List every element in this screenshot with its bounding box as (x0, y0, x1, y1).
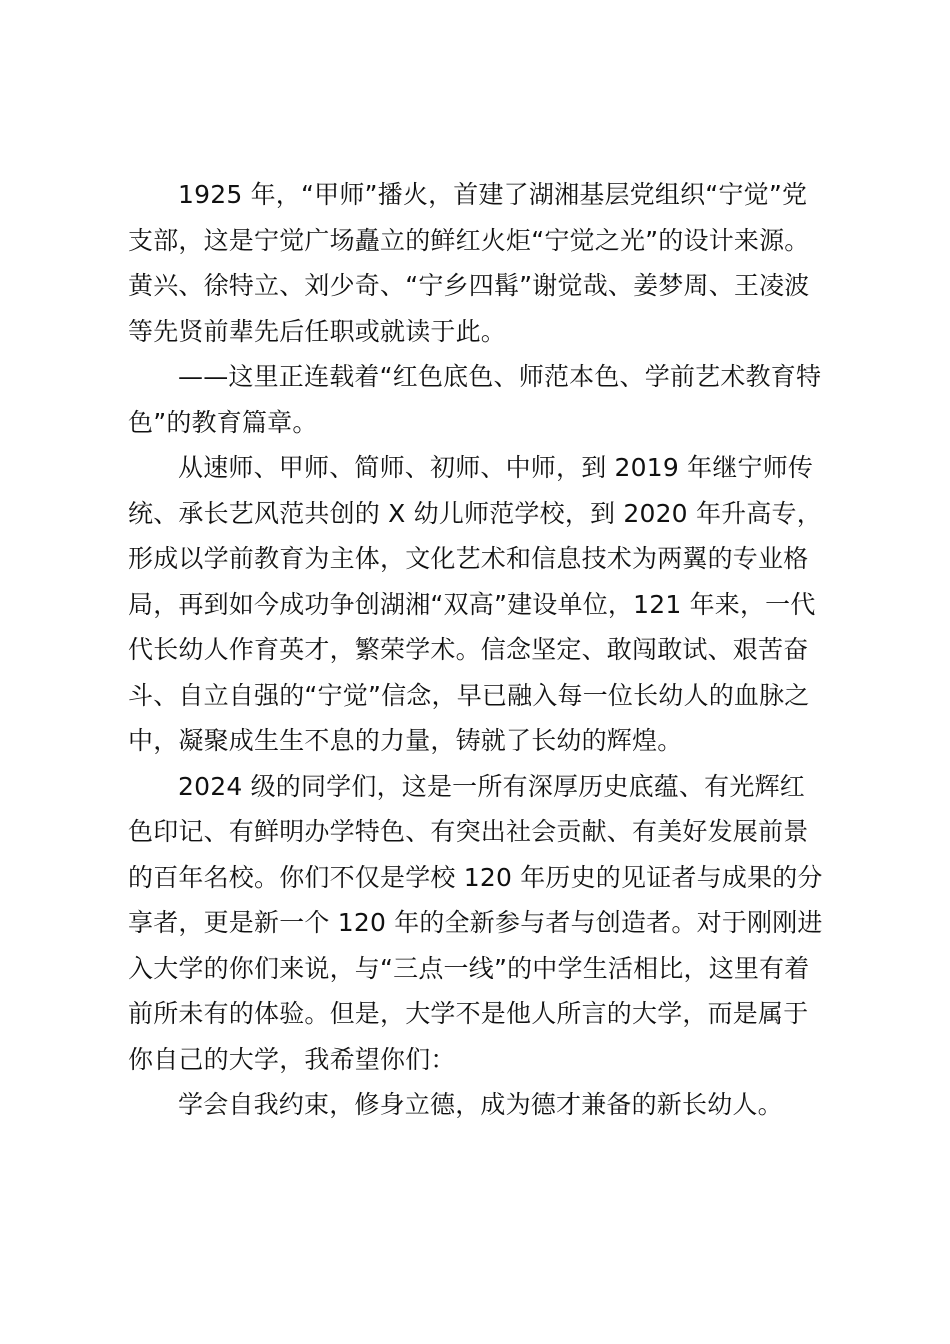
text-line: 形成以学前教育为主体，文化艺术和信息技术为两翼的专业格 (128, 544, 809, 573)
text-line: 2024 级的同学们，这是一所有深厚历史底蕴、有光辉红 (178, 771, 805, 801)
text-line: 你自己的大学，我希望你们： (128, 1044, 456, 1074)
text-line: 斗、自立自强的“宁觉”信念，早已融入每一位长幼人的血脉之 (128, 680, 810, 710)
text-line: 享者，更是新一个 120 年的全新参与者与创造者。对于刚刚进 (128, 908, 823, 937)
text-line: 等先贤前辈先后任职或就读于此。 (128, 316, 507, 346)
text-line: 中，凝聚成生生不息的力量，铸就了长幼的辉煌。 (128, 726, 683, 755)
text-line: ——这里正连载着“红色底色、师范本色、学前艺术教育特 (178, 362, 822, 391)
text-line: 统、承长艺风范共创的 X 幼儿师范学校，到 2020 年升高专， (128, 498, 822, 528)
text-line: 从速师、甲师、简师、初师、中师，到 2019 年继宁师传 (178, 453, 814, 482)
text-line: 代长幼人作育英才，繁荣学术。信念坚定、敢闯敢试、艰苦奋 (128, 635, 809, 664)
text-line: 学会自我约束，修身立德，成为德才兼备的新长幼人。 (178, 1090, 783, 1119)
text-line: 色”的教育篇章。 (128, 407, 318, 437)
text-line: 1925 年，“甲师”播火，首建了湖湘基层党组织“宁觉”党 (178, 180, 808, 209)
text-line: 黄兴、徐特立、刘少奇、“宁乡四髯”谢觉哉、姜梦周、王凌波 (128, 271, 810, 300)
text-line: 的百年名校。你们不仅是学校 120 年历史的见证者与成果的分 (128, 862, 823, 892)
text-line: 前所未有的体验。但是，大学不是他人所言的大学，而是属于 (128, 999, 809, 1028)
text-line: 支部，这是宁觉广场矗立的鲜红火炬“宁觉之光”的设计来源。 (128, 225, 810, 255)
text-line: 入大学的你们来说，与“三点一线”的中学生活相比，这里有着 (128, 953, 810, 983)
text-line: 局，再到如今成功争创湖湘“双高”建设单位，121 年来，一代 (128, 589, 816, 619)
body-text (128, 172, 828, 1128)
text-line: 色印记、有鲜明办学特色、有突出社会贡献、有美好发展前景 (128, 817, 809, 846)
